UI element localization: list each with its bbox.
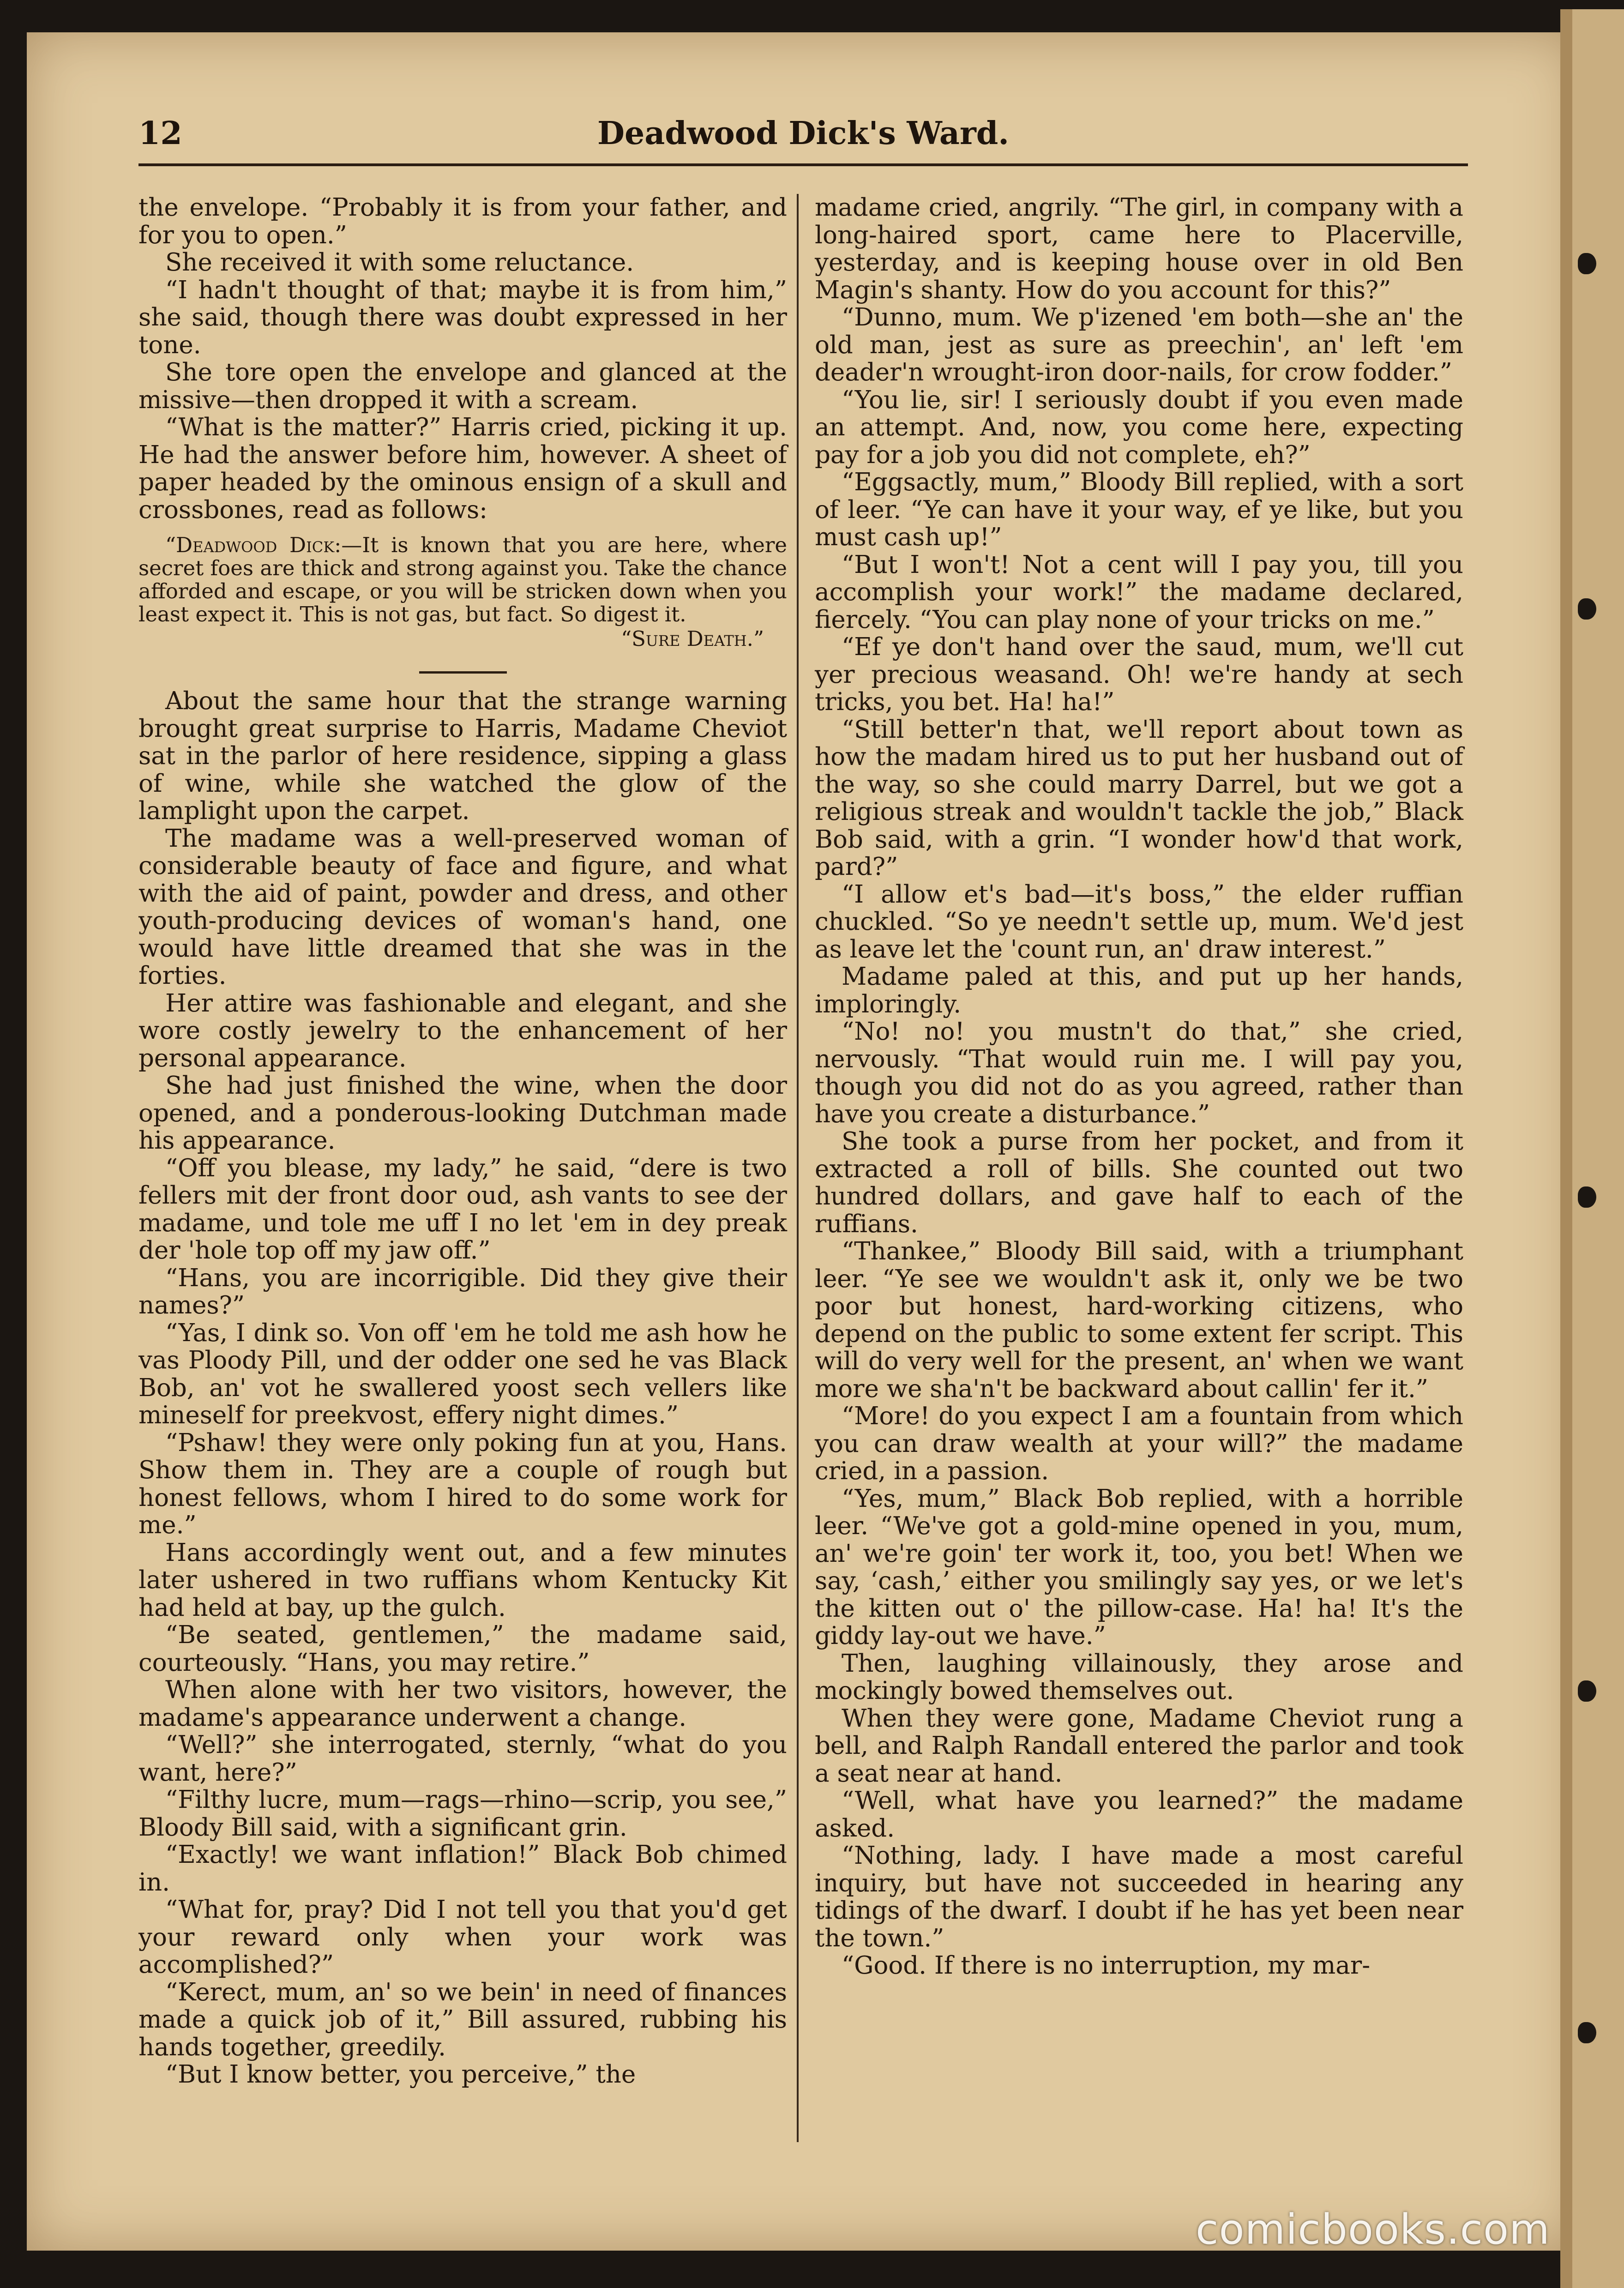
paragraph: “Pshaw! they were only poking fun at you, Hans. Show them in. They are a couple of rough but honest fellows, whom I hired to do some work for me.”: [138, 1428, 787, 1539]
paragraph: Her attire was fashionable and elegant, and she wore costly jewelry to the enhancement of her personal appearance.: [138, 989, 787, 1072]
column-rule: [797, 194, 799, 2142]
paragraph: “Filthy lucre, mum—rags—rhino—scrip, you see,” Bloody Bill said, with a significant grin.: [138, 1786, 787, 1842]
paragraph: “But I won't! Not a cent will I pay you, till you accomplish your work!” the madame declared, fiercely. “You can play none of your tricks on me.”: [815, 550, 1463, 634]
paragraph: “Ef ye don't hand over the saud, mum, we'll cut yer precious weasand. Oh! we're handy at sech tricks, you bet. Ha! ha!”: [815, 633, 1463, 716]
paragraph: “I allow et's bad—it's boss,” the elder ruffian chuckled. “So ye needn't settle up, mum. We'd jest as leave let the 'count run, an' draw interest.”: [815, 880, 1463, 963]
paragraph: She received it with some reluctance.: [165, 248, 634, 277]
binding-hole: [1578, 253, 1596, 274]
header-rule: [138, 163, 1468, 166]
paragraph: Hans accordingly went out, and a few minutes later ushered in two ruffians whom Kentucky Kit had held at bay, up the gulch.: [138, 1538, 787, 1622]
paragraph: “You lie, sir! I seriously doubt if you even made an attempt. And, now, you come here, expecting pay for a job you did not complete, eh?”: [815, 385, 1463, 469]
paragraph: “Well?” she interrogated, sternly, “what do you want, here?”: [138, 1731, 787, 1787]
paragraph: When alone with her two visitors, however, the madame's appearance underwent a change.: [138, 1676, 787, 1732]
paragraph: “Hans, you are incorrigible. Did they give their names?”: [138, 1264, 787, 1319]
letter-body: —It is known that you are here, where secret foes are thick and strong against you. Take the chance afforded and escape, or you will be stricken down when you least expect it. This is not gas, but fact. So digest it.: [138, 533, 787, 626]
binding-hole: [1578, 1186, 1596, 1208]
letter-addressee: “Deadwood Dick:: [165, 533, 342, 557]
paragraph: “Dunno, mum. We p'izened 'em both—she an' the old man, jest as sure as preechin', an' left 'em deader'n wrought-iron door-nails, for crow fodder.”: [815, 303, 1463, 386]
paragraph: Madame paled at this, and put up her hands, imploringly.: [815, 963, 1463, 1018]
paragraph: “Nothing, lady. I have made a most careful inquiry, but have not succeeded in hearing any tidings of the dwarf. I doubt if he has yet been near the town.”: [815, 1842, 1463, 1952]
paragraph: “No! no! you mustn't do that,” she cried, nervously. “That would ruin me. I will pay you, though you did not do as you agreed, rather than have you create a disturbance.”: [815, 1018, 1463, 1128]
paragraph: madame cried, angrily. “The girl, in company with a long-haired sport, came here to Placerville, yesterday, and is keeping house over in old Ben Magin's shanty. How do you account for this?”: [815, 193, 1463, 304]
page-number: 12: [138, 115, 182, 152]
binding-hole: [1578, 2022, 1596, 2043]
paragraph: “What is the matter?” Harris cried, picking it up. He had the answer before him, however. A sheet of paper headed by the ominous ensign of a skull and crossbones, read as follows:: [138, 413, 787, 524]
paragraph: She had just finished the wine, when the door opened, and a ponderous-looking Dutchman made his appearance.: [138, 1072, 787, 1155]
paragraph: “More! do you expect I am a fountain from which you can draw wealth at your will?” the madame cried, in a passion.: [815, 1402, 1463, 1485]
paragraph: Then, laughing villainously, they arose and mockingly bowed themselves out.: [815, 1649, 1463, 1705]
paragraph: “Still better'n that, we'll report about town as how the madam hired us to put her husband out of the way, so she could marry Darrel, but we got a religious streak and wouldn't tackle the job,” Black Bob said, with a grin. “I wonder how'd that work, pard?”: [815, 715, 1463, 881]
paragraph: When they were gone, Madame Cheviot rung a bell, and Ralph Randall entered the parlor and took a seat near at hand.: [815, 1704, 1463, 1788]
paragraph: “Well, what have you learned?” the madame asked.: [815, 1787, 1463, 1842]
paragraph: the envelope. “Probably it is from your father, and for you to open.”: [138, 193, 787, 249]
paragraph: “Off you blease, my lady,” he said, “dere is two fellers mit der front door oud, ash vants to see der madame, und tole me uff I no let 'em in dey preak der 'hole top off my jaw off.”: [138, 1154, 787, 1264]
paragraph: She took a purse from her pocket, and from it extracted a roll of bills. She counted out two hundred dollars, and gave half to each of the ruffians.: [815, 1127, 1463, 1238]
binding-edge: [1560, 9, 1624, 2288]
paragraph: “Kerect, mum, an' so we bein' in need of finances made a quick job of it,” Bill assured, rubbing his hands together, greedily.: [138, 1978, 787, 2061]
binding-hole: [1578, 598, 1596, 620]
column-2: [815, 194, 1463, 2147]
paragraph: “But I know better, you perceive,” the: [165, 2060, 636, 2089]
paragraph: “Be seated, gentlemen,” the madame said, courteously. “Hans, you may retire.”: [138, 1621, 787, 1677]
paragraph: “Exactly! we want inflation!” Black Bob chimed in.: [138, 1841, 787, 1897]
section-rule: [419, 671, 507, 674]
binding-fold: [1560, 9, 1572, 2288]
paragraph: “Eggsactly, mum,” Bloody Bill replied, with a sort of leer. “Ye can have it your way, ef ye like, but you must cash up!”: [815, 468, 1463, 551]
warning-letter: [138, 534, 787, 626]
letter-signature: “Sure Death.”: [621, 626, 764, 651]
paragraph: “Yes, mum,” Black Bob replied, with a horrible leer. “We've got a gold-mine opened in you, mum, an' we're goin' ter work it, too, you bet! When we say, ‘cash,’ either you smilingly say yes, or we let's the kitten out o' the pillow-case. Ha! ha! It's the giddy lay-out we have.”: [815, 1484, 1463, 1650]
paragraph: “Good. If there is no interruption, my mar-: [842, 1951, 1371, 1980]
paragraph: “What for, pray? Did I not tell you that you'd get your reward only when your work was accomplished?”: [138, 1896, 787, 1979]
paragraph: About the same hour that the strange warning brought great surprise to Harris, Madame Cheviot sat in the parlor of here residence, sipping a glass of wine, while she watched the glow of the lamplight upon the carpet.: [138, 687, 787, 825]
paragraph: She tore open the envelope and glanced at the missive—then dropped it with a scream.: [138, 358, 787, 414]
paragraph: “Yas, I dink so. Von off 'em he told me ash how he vas Ploody Pill, und der odder one sed he vas Black Bob, an' vot he swallered yoost sech vellers like mineself for preekvost, effery night dimes.”: [138, 1319, 787, 1429]
paragraph: “I hadn't thought of that; maybe it is from him,” she said, though there was doubt expressed in her tone.: [138, 276, 787, 359]
binding-hole: [1578, 1680, 1596, 1702]
running-head: Deadwood Dick's Ward.: [597, 115, 1009, 152]
paragraph: The madame was a well-preserved woman of considerable beauty of face and figure, and what with the aid of paint, powder and dress, and other youth-producing devices of woman's hand, one would have little dreamed that she was in the forties.: [138, 824, 787, 990]
column-1: [138, 194, 787, 2147]
watermark-text: comicbooks.com: [1196, 2205, 1550, 2254]
paragraph: “Thankee,” Bloody Bill said, with a triumphant leer. “Ye see we wouldn't ask it, only we be two poor but honest, hard-working citizens, who depend on the public to some extent fer script. This will do very well for the present, an' when we want more we sha'n't be backward about callin' fer it.”: [815, 1237, 1463, 1403]
